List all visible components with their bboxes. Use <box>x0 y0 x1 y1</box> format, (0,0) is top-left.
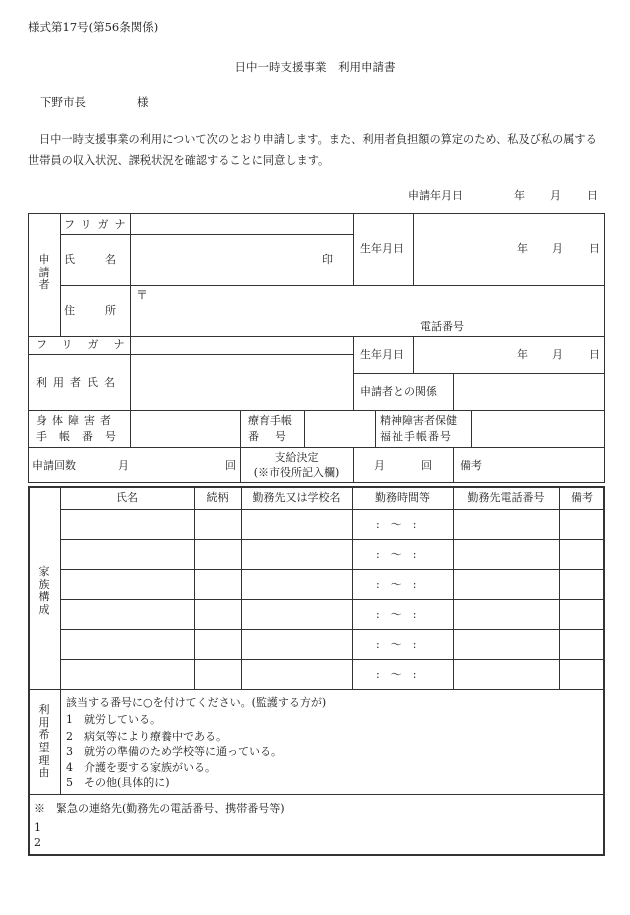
line <box>60 509 605 510</box>
mental-handbook-label-1: 精神障害者保健 <box>380 414 457 427</box>
ryoiku-handbook-label-1: 療育手帳 <box>248 414 292 427</box>
reason-option-4[interactable]: 4 介護を要する家族がいる。 <box>66 761 216 774</box>
family-header-workplace: 勤務先又は学校名 <box>252 491 341 504</box>
line <box>28 354 353 355</box>
line <box>60 213 61 336</box>
decision-label-1: 支給決定 <box>274 451 319 464</box>
addressee-mayor: 下野市長 <box>40 95 86 109</box>
user-birth-month[interactable]: 月 <box>552 348 563 361</box>
applicant-phone-label: 電話番号 <box>420 320 464 333</box>
line <box>559 486 560 689</box>
line <box>60 659 605 660</box>
applicant-section-label: 申請者 <box>38 253 50 292</box>
user-relation-label: 申請者との関係 <box>360 385 437 398</box>
line <box>304 410 305 447</box>
reason-option-1[interactable]: 1 就労している。 <box>66 713 161 726</box>
emergency-contact-label: ※ 緊急の連絡先(勤務先の電話番号、携帯番号等) <box>34 802 285 815</box>
reason-instruction: 該当する番号に○を付けてください。(監護する方が) <box>66 696 327 709</box>
family-header-hours: 勤務時間等 <box>375 491 430 504</box>
intro-text: 日中一時支援事業の利用について次のとおり申請します。また、利用者負担額の算定のため、私及び私の属する世帯員の収入状況、課税状況を確認することに同意します。 <box>28 133 597 167</box>
document-title: 日中一時支援事業 利用申請書 <box>234 60 396 74</box>
application-date-month[interactable]: 月 <box>550 189 561 202</box>
line <box>353 373 605 374</box>
application-count-month[interactable]: 月 <box>118 459 129 472</box>
applicant-birth-month[interactable]: 月 <box>552 242 563 255</box>
form-number: 様式第17号(第56条関係) <box>28 20 159 34</box>
family-row-5-hours[interactable]: : 〜 : <box>376 638 417 651</box>
family-header-name: 氏名 <box>116 491 138 504</box>
line <box>194 486 195 689</box>
postal-mark: 〒 <box>136 288 149 302</box>
user-birth-day[interactable]: 日 <box>589 348 600 361</box>
application-date-label: 申請年月日 <box>408 189 463 202</box>
user-name-field[interactable] <box>134 358 350 406</box>
family-row-3-hours[interactable]: : 〜 : <box>376 578 417 591</box>
line <box>28 336 605 337</box>
user-name-label: 利用者氏名 <box>36 376 121 389</box>
applicant-birth-year[interactable]: 年 <box>517 242 528 255</box>
mental-handbook-field[interactable] <box>476 414 600 444</box>
ryoiku-handbook-field[interactable] <box>308 414 372 444</box>
mental-handbook-label-2: 福祉手帳番号 <box>380 430 452 443</box>
line <box>60 629 605 630</box>
user-relation-field[interactable] <box>458 377 600 407</box>
application-date-day[interactable]: 日 <box>587 189 598 202</box>
emergency-line-2-field[interactable] <box>48 834 598 850</box>
user-birth-year[interactable]: 年 <box>517 348 528 361</box>
line <box>60 539 605 540</box>
line <box>352 486 353 689</box>
applicant-birth-label: 生年月日 <box>360 242 404 255</box>
line <box>353 336 354 410</box>
decision-times[interactable]: 回 <box>421 459 432 472</box>
family-row-4-hours[interactable]: : 〜 : <box>376 608 417 621</box>
applicant-address-label: 住所 <box>64 304 146 317</box>
line <box>413 213 414 285</box>
line <box>28 410 605 411</box>
physical-handbook-label-2: 手帳番号 <box>36 430 128 443</box>
applicant-furigana-field[interactable] <box>134 216 350 232</box>
line <box>453 447 454 483</box>
reason-option-5[interactable]: 5 その他(具体的に) <box>66 776 170 789</box>
decision-label-2: (※市役所記入欄) <box>253 466 340 479</box>
line <box>60 285 605 286</box>
user-birth-label: 生年月日 <box>360 348 404 361</box>
application-count-times[interactable]: 回 <box>225 459 236 472</box>
family-header-remarks: 備考 <box>571 491 593 504</box>
decision-month[interactable]: 月 <box>374 459 385 472</box>
line <box>28 447 605 448</box>
applicant-name-label: 氏名 <box>64 253 146 266</box>
line <box>413 336 414 373</box>
line <box>130 213 131 447</box>
line <box>471 410 472 447</box>
line <box>28 689 605 690</box>
family-row-2-hours[interactable]: : 〜 : <box>376 548 417 561</box>
applicant-address-field[interactable] <box>150 290 590 333</box>
family-section-label: 家族構成 <box>38 565 50 616</box>
line <box>60 569 605 570</box>
emergency-line-2-number: 2 <box>34 836 41 849</box>
application-date-year[interactable]: 年 <box>514 189 525 202</box>
applicant-furigana-label: フリガナ <box>64 218 132 231</box>
applicant-name-field[interactable] <box>134 239 314 281</box>
user-furigana-field[interactable] <box>134 338 350 352</box>
lower-form-table <box>28 486 605 856</box>
line <box>375 410 376 447</box>
line <box>60 599 605 600</box>
emergency-line-1-field[interactable] <box>48 818 598 834</box>
applicant-birth-day[interactable]: 日 <box>589 242 600 255</box>
ryoiku-handbook-label-2: 番号 <box>248 430 302 443</box>
line <box>353 447 354 483</box>
addressee-honorific: 様 <box>137 95 149 109</box>
line <box>453 373 454 410</box>
family-row-6-hours[interactable]: : 〜 : <box>376 668 417 681</box>
line <box>60 234 353 235</box>
emergency-line-1-number: 1 <box>34 821 41 834</box>
line <box>353 213 354 285</box>
line <box>453 486 454 689</box>
user-furigana-label: フリガナ <box>36 338 140 351</box>
family-row-1-hours[interactable]: : 〜 : <box>376 518 417 531</box>
line <box>60 486 61 794</box>
line <box>28 794 605 795</box>
reason-option-3[interactable]: 3 就労の準備のため学校等に通っている。 <box>66 745 282 758</box>
family-header-relation: 続柄 <box>206 491 229 504</box>
physical-handbook-field[interactable] <box>134 414 236 444</box>
line <box>241 486 242 689</box>
physical-handbook-label-1: 身体障害者 <box>36 414 116 427</box>
reason-section-label: 利用希望理由 <box>38 703 50 780</box>
reason-option-2[interactable]: 2 病気等により療養中である。 <box>66 730 227 743</box>
seal-mark[interactable]: 印 <box>322 253 333 266</box>
application-count-label: 申請回数 <box>32 459 76 472</box>
application-remarks-label: 備考 <box>460 459 482 472</box>
family-header-phone: 勤務先電話番号 <box>467 491 545 504</box>
